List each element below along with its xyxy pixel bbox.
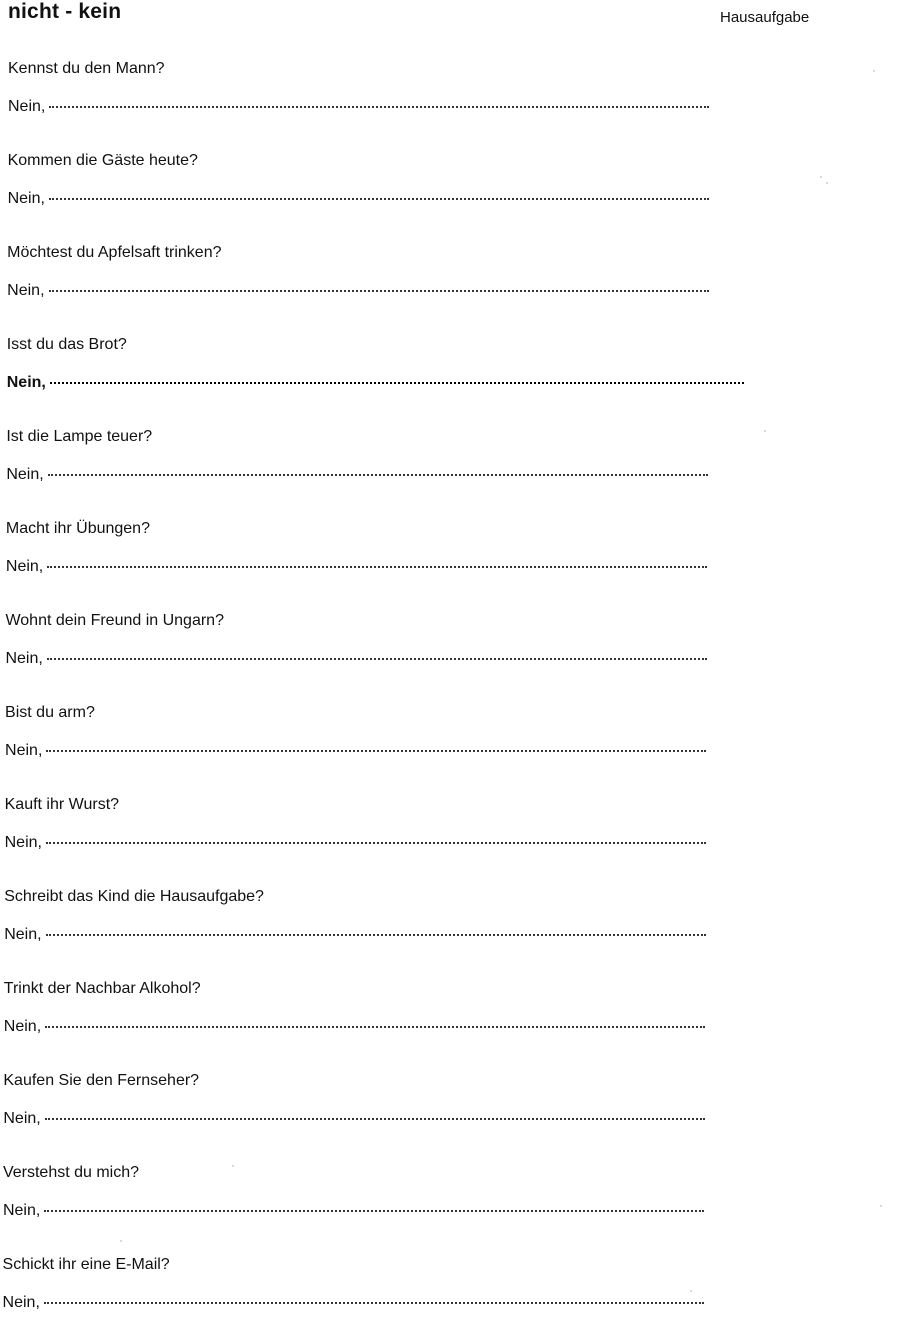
exercise-item (8, 152, 768, 212)
question-text: Ist die Lampe teuer? (6, 428, 153, 445)
exercise-item (3, 1164, 763, 1224)
answer-line[interactable] (5, 834, 706, 852)
scan-speck (690, 1290, 692, 1292)
question-text: Möchtest du Apfelsaft trinken? (7, 244, 222, 261)
answer-dotted-blank[interactable] (46, 934, 706, 936)
exercise-item (5, 796, 765, 856)
answer-dotted-blank[interactable] (50, 382, 744, 384)
answer-prefix: Nein, (3, 1110, 41, 1127)
answer-prefix: Nein, (5, 558, 44, 575)
answer-line[interactable] (5, 742, 706, 760)
worksheet-title: nicht - kein (8, 0, 122, 23)
question-text: Schickt ihr eine E-Mail? (2, 1256, 170, 1273)
answer-prefix: Nein, (6, 466, 44, 483)
answer-prefix: Nein, (7, 190, 45, 207)
exercise-item (5, 612, 765, 672)
scan-speck (826, 182, 828, 184)
answer-dotted-blank[interactable] (49, 290, 709, 292)
answer-line[interactable] (7, 282, 708, 300)
exercise-item (5, 704, 765, 764)
question-text: Wohnt dein Freund in Ungarn? (5, 612, 224, 629)
answer-line[interactable] (5, 650, 706, 668)
answer-prefix: Nein, (5, 742, 43, 759)
question-text: Kennst du den Mann? (8, 60, 165, 77)
answer-prefix: Nein, (4, 926, 42, 943)
answer-line[interactable] (4, 926, 705, 944)
question-text: Macht ihr Übungen? (5, 520, 150, 537)
answer-prefix: Nein, (3, 1018, 42, 1035)
question-text: Bist du arm? (5, 704, 95, 721)
answer-line[interactable] (8, 98, 709, 116)
exercise-item (3, 1256, 763, 1316)
exercise-item (4, 980, 764, 1040)
answer-prefix: Nein, (6, 374, 46, 391)
answer-dotted-blank[interactable] (49, 106, 709, 108)
answer-line[interactable] (8, 190, 709, 208)
question-text: Isst du das Brot? (6, 336, 127, 353)
answer-line[interactable] (6, 466, 707, 484)
answer-prefix: Nein, (2, 1202, 41, 1219)
answer-line[interactable] (6, 558, 707, 576)
exercise-item (6, 428, 766, 488)
answer-prefix: Nein, (7, 282, 45, 299)
question-text: Kommen die Gäste heute? (7, 152, 198, 169)
answer-dotted-blank[interactable] (46, 842, 706, 844)
scan-speck (880, 1205, 882, 1207)
answer-prefix: Nein, (4, 834, 42, 851)
answer-prefix: Nein, (2, 1294, 40, 1311)
scan-speck (120, 1240, 122, 1242)
question-text: Schreibt das Kind die Hausaufgabe? (4, 888, 264, 905)
answer-dotted-blank[interactable] (47, 566, 707, 568)
exercise-item (6, 520, 766, 580)
answer-line[interactable] (3, 1110, 704, 1128)
answer-line[interactable] (3, 1294, 704, 1312)
answer-prefix: Nein, (5, 650, 43, 667)
answer-dotted-blank[interactable] (45, 1026, 705, 1028)
scan-speck (820, 176, 822, 178)
question-text: Kaufen Sie den Fernseher? (3, 1072, 200, 1089)
exercise-item (7, 336, 767, 396)
exercise-item (7, 244, 767, 304)
answer-prefix: Nein, (8, 98, 46, 115)
homework-label: Hausaufgabe (720, 9, 810, 26)
answer-dotted-blank[interactable] (47, 658, 707, 660)
answer-line[interactable] (7, 374, 744, 392)
answer-line[interactable] (4, 1018, 705, 1036)
scan-speck (873, 70, 875, 72)
scan-speck (232, 1165, 234, 1167)
answer-dotted-blank[interactable] (45, 1118, 705, 1120)
answer-dotted-blank[interactable] (44, 1210, 704, 1212)
question-text: Kauft ihr Wurst? (4, 796, 120, 813)
answer-line[interactable] (3, 1202, 704, 1220)
question-text: Trinkt der Nachbar Alkohol? (3, 980, 201, 997)
exercise-item (4, 888, 764, 948)
exercise-item (3, 1072, 763, 1132)
scan-speck (764, 430, 766, 432)
answer-dotted-blank[interactable] (44, 1302, 704, 1304)
answer-dotted-blank[interactable] (46, 750, 706, 752)
answer-dotted-blank[interactable] (49, 198, 709, 200)
question-text: Verstehst du mich? (2, 1164, 140, 1181)
answer-dotted-blank[interactable] (48, 474, 708, 476)
exercise-item (8, 60, 768, 120)
